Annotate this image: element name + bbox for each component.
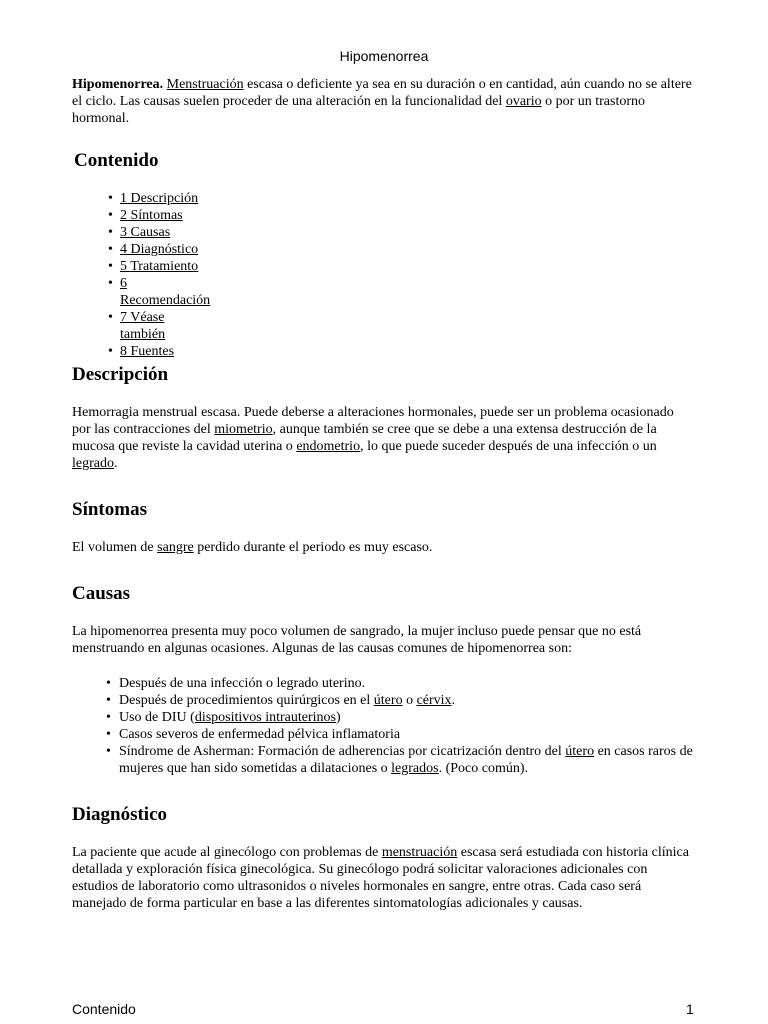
link-utero[interactable]: útero <box>373 693 403 708</box>
intro-term: Hipomenorrea. <box>72 77 164 92</box>
intro-text-1: escasa o deficiente ya sea en su duración o en cantidad, aún cuando no se altere el ciclo. Las causas suelen proceder de una alteración en la funcionalidad del <box>72 77 692 109</box>
link-legrados[interactable]: legrados <box>391 761 439 776</box>
link-menstruacion[interactable]: Menstruación <box>166 77 244 92</box>
toc-link-sintomas[interactable]: 2 Síntomas <box>120 208 183 223</box>
heading-causas: Causas <box>72 583 131 604</box>
toc-item-diagnostico[interactable] <box>106 241 206 258</box>
toc-link-fuentes[interactable]: 8 Fuentes <box>120 344 175 359</box>
article-body <box>72 76 694 912</box>
link-menstruacion-2[interactable]: menstruación <box>381 845 458 860</box>
toc-item-sintomas[interactable] <box>106 207 206 224</box>
intro-text-2: o por un trastorno hormonal. <box>72 94 646 126</box>
toc-item-fuentes[interactable] <box>106 343 206 360</box>
heading-diagnostico: Diagnóstico <box>72 804 167 825</box>
toc-item-vease[interactable] <box>106 309 206 343</box>
link-sangre[interactable]: sangre <box>157 540 194 555</box>
sintomas-paragraph: El volumen de sangre perdido durante el periodo es muy escaso. <box>72 540 433 555</box>
toc-link-diagnostico[interactable]: 4 Diagnóstico <box>120 242 199 257</box>
link-miometrio[interactable]: miometrio <box>214 422 273 437</box>
toc-link-recomendacion[interactable]: 6 Recomendación <box>120 276 211 308</box>
list-item: • Uso de DIU (dispositivos intrauterinos) <box>106 709 694 726</box>
link-endometrio[interactable]: endometrio <box>296 439 361 454</box>
link-ovario[interactable]: ovario <box>505 94 542 109</box>
causas-intro: La hipomenorrea presenta muy poco volumen de sangrado, la mujer incluso puede pensar que no está menstruando en algunas ocasiones. Algunas de las causas comunes de hipomenorrea son: <box>72 624 642 656</box>
toc-link-vease[interactable]: 7 Véase también <box>120 310 166 342</box>
toc-link-descripcion[interactable]: 1 Descripción <box>120 191 199 206</box>
list-item: • Síndrome de Asherman: Formación de adherencias por cicatrización dentro del útero en casos raros de mujeres que han sido sometidas a dilataciones o legrados. (Poco común). <box>106 743 694 777</box>
list-item: • Después de procedimientos quirúrgicos en el útero o cérvix. <box>106 692 694 709</box>
causas-list <box>106 675 694 777</box>
toc-item-tratamiento[interactable] <box>106 258 206 275</box>
toc-link-causas[interactable]: 3 Causas <box>120 225 171 240</box>
descripcion-paragraph: Hemorragia menstrual escasa. Puede deberse a alteraciones hormonales, puede ser un problema ocasionado por las contracciones del miometrio, aunque también se cree que se debe a una extensa destrucción de la mucosa que reviste la cavidad uterina o endometrio, lo que puede suceder después de una infección o un legrado. <box>72 405 674 471</box>
heading-descripcion: Descripción <box>72 364 169 385</box>
toc-item-recomendacion[interactable] <box>106 275 211 309</box>
toc-item-descripcion[interactable] <box>106 190 206 207</box>
link-legrado[interactable]: legrado <box>72 456 114 471</box>
toc-item-causas[interactable] <box>106 224 206 241</box>
list-item: • Casos severos de enfermedad pélvica inflamatoria <box>106 726 694 743</box>
toc-list <box>106 190 211 360</box>
link-dispositivos-intrauterinos[interactable]: dispositivos intrauterinos <box>194 710 336 725</box>
page-number: 1 <box>686 1001 694 1017</box>
page-title: Hipomenorrea <box>339 48 429 64</box>
toc-link-tratamiento[interactable]: 5 Tratamiento <box>120 259 199 274</box>
diagnostico-paragraph: La paciente que acude al ginecólogo con problemas de menstruación escasa será estudiada con historia clínica detallada y exploración física ginecológica. Su ginecólogo podrá solicitar valoraciones adicionales con estudios de laboratorio como ultrasonidos o niveles hormonales en sangre, entre otras. Cada caso será manejado de forma particular en base a las diferentes sintomatologías adicionales y causas. <box>72 845 689 911</box>
link-cervix[interactable]: cérvix <box>416 693 452 708</box>
link-utero-2[interactable]: útero <box>565 744 595 759</box>
toc-title: Contenido <box>74 150 159 171</box>
intro-paragraph <box>72 76 694 127</box>
footer-section-title: Contenido <box>72 1001 136 1017</box>
list-item: • Después de una infección o legrado uterino. <box>106 675 694 692</box>
heading-sintomas: Síntomas <box>72 499 147 520</box>
